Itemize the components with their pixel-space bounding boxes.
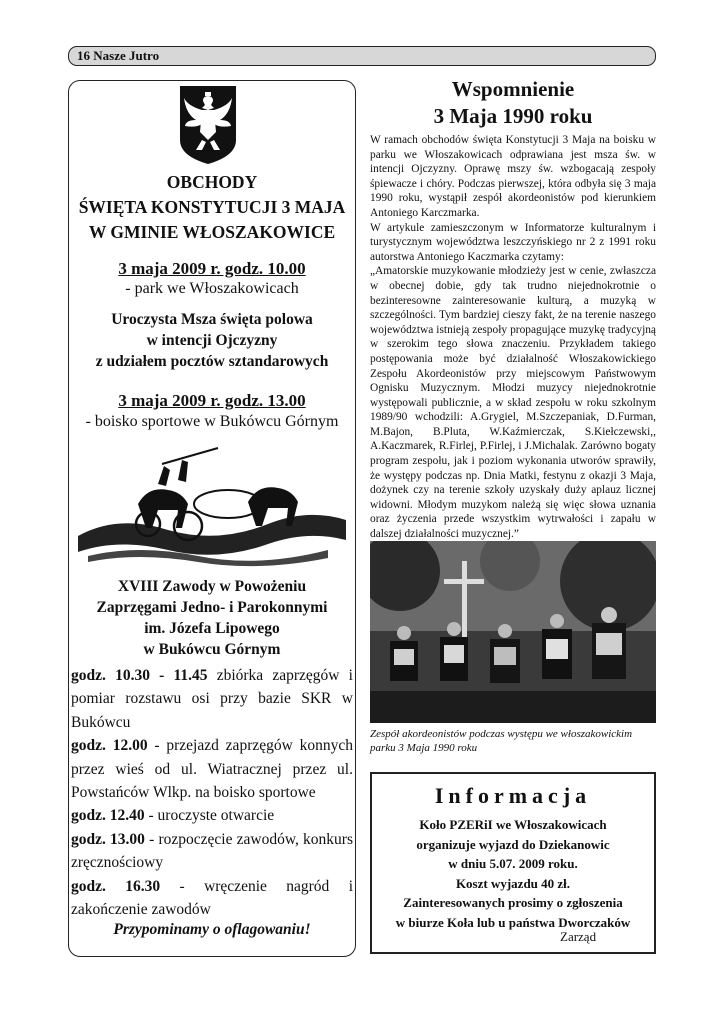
schedule-text: - rozpoczęcie zawodów, konkurs zręcznościowy [71,830,354,872]
info-line-3: w dniu 5.07. 2009 roku. [448,856,578,871]
schedule-item [71,734,353,804]
schedule-text: - przejazd zaprzęgów konnych przez wieś od ul. Wiatracznej przez ul. Powstańców Wlkp. na boisko sportowe [71,737,354,802]
photo-caption: Zespół akordeonistów podczas występu we włoszakowickim parku 3 Maja 1990 roku [370,728,633,754]
first-event-place: - park we Włoszakowicach [125,280,299,297]
info-line-6: w biurze Koła lub u państwa Dworczaków [395,914,631,930]
mass-description [68,309,356,372]
article-title-line-2: 3 Maja 1990 roku [433,104,593,128]
article-body [370,133,656,542]
article-paragraph: W artykule zamieszczonym w Informatorze kulturalnym i turystycznym województwa leszczyńskiego nr 2 z 1991 roku autorstwa Antoniego Kaczmarka czytamy: [370,221,656,263]
schedule-item [71,804,353,827]
competition-schedule [71,664,353,921]
schedule-text: - uroczyste otwarcie [144,807,275,825]
article-title [370,76,656,130]
horse-carriage-illustration [78,444,346,572]
information-title: Informacja [434,783,592,808]
second-event-place: - boisko sportowe w Bukówcu Górnym [85,413,339,430]
page-header-bar [68,46,656,66]
information-text [370,815,656,932]
schedule-text: zbiórka zaprzęgów i pomiar rozstawu osi przy bazie SKR w Bukówcu [71,667,353,731]
title-line-2: ŚWIĘTA KONSTYTUCJI 3 MAJA [78,197,346,217]
article-paragraph: W ramach obchodów święta Konstytucji 3 Maja na boisku w parku we Włoszakowicach odprawiana jest msza św. w intencji Ojczyzny. Oprawę mszy św. wzbogacają zespoły śpiewacze i chóry. Podczas pierwszej, która odbyła się 3 maja 1990 roku, wystąpił zespół akordeonistów pod kierunkiem Antoniego Karczmarka. [370,134,656,219]
title-line-1: OBCHODY [166,172,258,192]
schedule-time: godz. 12.40 [71,807,145,825]
info-line-2: organizuje wyjazd do Dziekanowic [416,836,610,852]
info-line-1: Koło PZERiI we Włoszakowicach [419,817,607,832]
schedule-time: godz. 12.00 [71,737,148,755]
flag-reminder: Przypominamy o oflagowaniu! [113,921,311,938]
competition-line-3: im. Józefa Lipowego [144,620,280,637]
schedule-item [71,828,353,875]
competition-title [68,576,356,660]
mass-line-2: w intencji Ojczyzny [146,332,278,349]
article-quote: „Amatorskie muzykowanie młodzieży jest w cenie, zwłaszcza w obecnej dobie, gdy tak trudno niejednokrotnie o bezinteresowne zainteresowanie kulturą, a muzyką w szczególności. Tym bardziej cieszy fakt, że na terenie naszego województwa istnieją zespoły propagujące muzykę tradycyjną w szerokim tego słowa znaczeniu. Przykładem takiego postępowania może być działalność Włoszakowickiego Zespołu Akordeonistów przy miejscowym Państwowym Ognisku Muzycznym. Młodzi muzycy niejednokrotnie występowali publicznie, a w skład zespołu w roku szkolnym 1989/90 wchodzili: A.Grygiel, M.Szczepaniak, D.Furman, M.Bajon, B.Pluta, W.Kaźmierczak, S.Kiełczewski,, A.Kaczmarek, R.Firlej, P.Firlej, i J.Michalak. Zarówno bogaty program zespołu, jak i poziom wykonania utworów sprawiły, że występy podczas np. Dnia Matki, festynu z okazji 3 Maja, dożynek czy na terenie szkoły uzyskały duży aplauz licznej widowni. Młodym muzykom należą się więc słowa uznania oraz życzenia przede wszystkim wytrwałości i zapału w dalszej działalności muzycznej.” [370,265,656,541]
info-line-4: Koszt wyjazdu 40 zł. [455,875,571,891]
article-title-line-1: Wspomnienie [451,77,575,101]
title-line-3: W GMINIE WŁOSZAKOWICE [88,222,336,242]
page-header-label: 16 Nasze Jutro [77,48,160,63]
competition-line-2: Zaprzęgami Jedno- i Parokonnymi [96,599,328,616]
schedule-item [71,875,353,922]
information-signature: Zarząd [560,929,597,944]
first-event-date: 3 maja 2009 r. godz. 10.00 [118,259,306,278]
second-event-date: 3 maja 2009 r. godz. 13.00 [118,391,306,410]
schedule-time: godz. 16.30 [71,877,161,895]
schedule-time: godz. 10.30 - 11.45 [71,667,208,684]
schedule-item [71,664,353,734]
competition-line-1: XVIII Zawody w Powożeniu [117,578,307,595]
celebration-title [68,170,356,245]
accordion-ensemble-photo [370,541,656,723]
info-line-5: Zainteresowanych prosimy o zgłoszenia [403,895,623,910]
schedule-text: - wręczenie nagród i zakończenie zawodów [71,877,353,919]
mass-line-3: z udziałem pocztów sztandarowych [95,353,329,370]
polish-eagle-emblem-icon [176,84,240,166]
competition-line-4: w Bukówcu Górnym [143,641,281,658]
schedule-time: godz. 13.00 [71,830,145,848]
mass-line-1: Uroczysta Msza święta polowa [111,311,313,328]
